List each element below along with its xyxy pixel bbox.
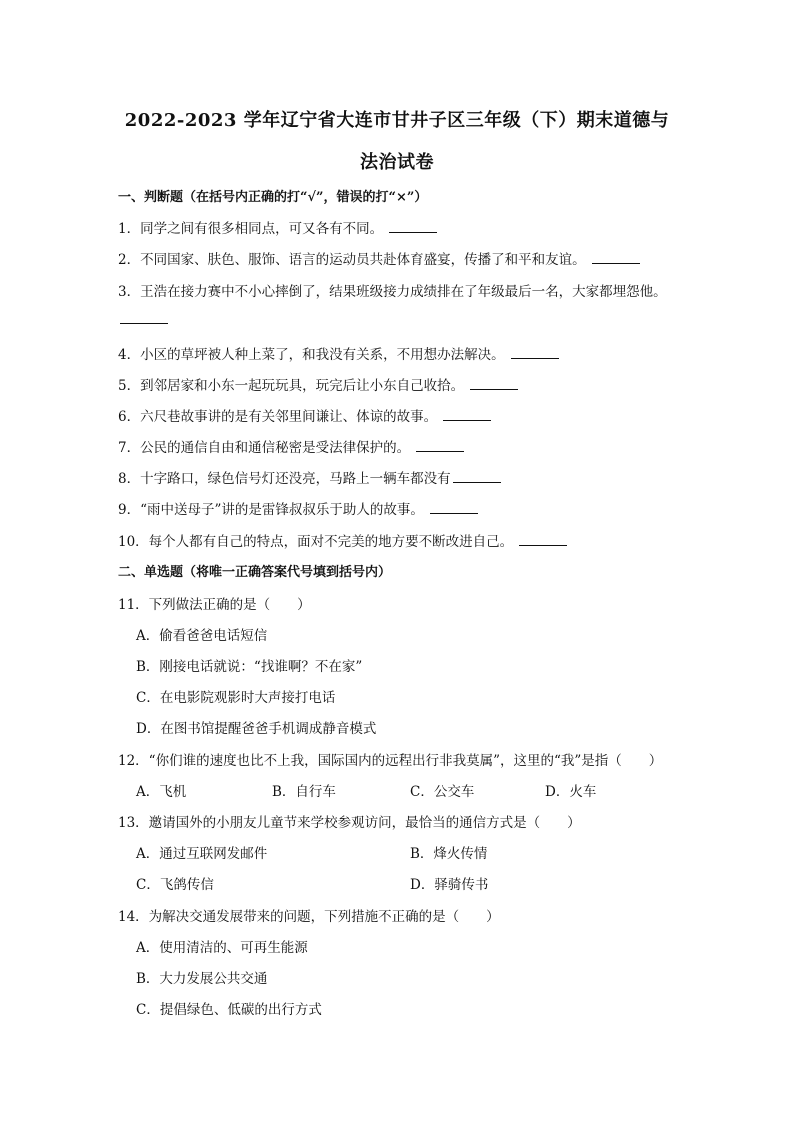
q11-option-d[interactable]: D．在图书馆提醒爸爸手机调成静音模式 xyxy=(136,721,377,737)
section-heading-choice: 二、单选题（将唯一正确答案代号填到括号内） xyxy=(118,565,392,580)
q13-option-d[interactable]: D．驿骑传书 xyxy=(410,877,489,893)
q14-option-b[interactable]: B．大力发展公共交通 xyxy=(136,971,268,987)
q12-option-b[interactable]: B．自行车 xyxy=(272,784,336,800)
judgement-item-9: 9．“雨中送母子”讲的是雷锋叔叔乐于助人的故事。 xyxy=(118,498,478,518)
answer-blank[interactable] xyxy=(511,346,559,359)
q11-option-a[interactable]: A．偷看爸爸电话短信 xyxy=(136,628,268,644)
q12-option-d[interactable]: D．火车 xyxy=(545,784,597,800)
q13-option-a[interactable]: A．通过互联网发邮件 xyxy=(136,846,268,862)
page-title-line1: 2022-2023 学年辽宁省大连市甘井子区三年级（下）期末道德与 xyxy=(124,110,670,131)
answer-blank[interactable] xyxy=(430,501,478,514)
judgement-item-4: 4．小区的草坪被人种上菜了，和我没有关系，不用想办法解决。 xyxy=(118,343,559,363)
q14-option-c[interactable]: C．提倡绿色、低碳的出行方式 xyxy=(136,1002,322,1018)
answer-blank[interactable] xyxy=(592,251,640,264)
judgement-item-3: 3．王浩在接力赛中不小心摔倒了，结果班级接力成绩排在了年级最后一名，大家都埋怨他。 xyxy=(118,284,667,300)
q13-option-b[interactable]: B．烽火传情 xyxy=(410,846,488,862)
answer-blank[interactable] xyxy=(120,311,168,324)
question-14-stem: 14．为解决交通发展带来的问题，下列措施不正确的是（ ） xyxy=(118,909,500,925)
question-13-stem: 13．邀请国外的小朋友儿童节来学校参观访问，最恰当的通信方式是（ ） xyxy=(118,815,581,831)
answer-blank[interactable] xyxy=(453,470,501,483)
q12-option-c[interactable]: C．公交车 xyxy=(410,784,475,800)
answer-blank[interactable] xyxy=(519,533,567,546)
answer-blank[interactable] xyxy=(389,220,437,233)
judgement-item-5: 5．到邻居家和小东一起玩玩具，玩完后让小东自己收拾。 xyxy=(118,374,518,394)
judgement-item-1: 1．同学之间有很多相同点，可又各有不同。 xyxy=(118,217,437,237)
judgement-item-8: 8．十字路口，绿色信号灯还没亮，马路上一辆车都没有 xyxy=(118,467,501,487)
q14-option-a[interactable]: A．使用清洁的、可再生能源 xyxy=(136,940,308,956)
answer-blank[interactable] xyxy=(470,377,518,390)
q11-option-b[interactable]: B．刚接电话就说：“找谁啊？不在家” xyxy=(136,659,363,675)
q13-option-c[interactable]: C．飞鸽传信 xyxy=(136,877,214,893)
judgement-item-10: 10．每个人都有自己的特点，面对不完美的地方要不断改进自己。 xyxy=(118,530,567,550)
question-12-stem: 12．“你们谁的速度也比不上我，国际国内的远程出行非我莫属”，这里的“我”是指（ ） xyxy=(118,753,663,769)
answer-blank[interactable] xyxy=(416,439,464,452)
judgement-item-6: 6．六尺巷故事讲的是有关邻里间谦让、体谅的故事。 xyxy=(118,405,491,425)
answer-blank[interactable] xyxy=(443,408,491,421)
q11-option-c[interactable]: C．在电影院观影时大声接打电话 xyxy=(136,690,336,706)
judgement-item-2: 2．不同国家、肤色、服饰、语言的运动员共赴体育盛宴，传播了和平和友谊。 xyxy=(118,248,640,268)
section-heading-judgement: 一、判断题（在括号内正确的打“√”，错误的打“×”） xyxy=(118,190,428,205)
q12-option-a[interactable]: A．飞机 xyxy=(136,784,187,800)
question-11-stem: 11．下列做法正确的是（ ） xyxy=(118,597,311,613)
judgement-item-7: 7．公民的通信自由和通信秘密是受法律保护的。 xyxy=(118,436,464,456)
page-title-line2: 法治试卷 xyxy=(360,152,434,173)
